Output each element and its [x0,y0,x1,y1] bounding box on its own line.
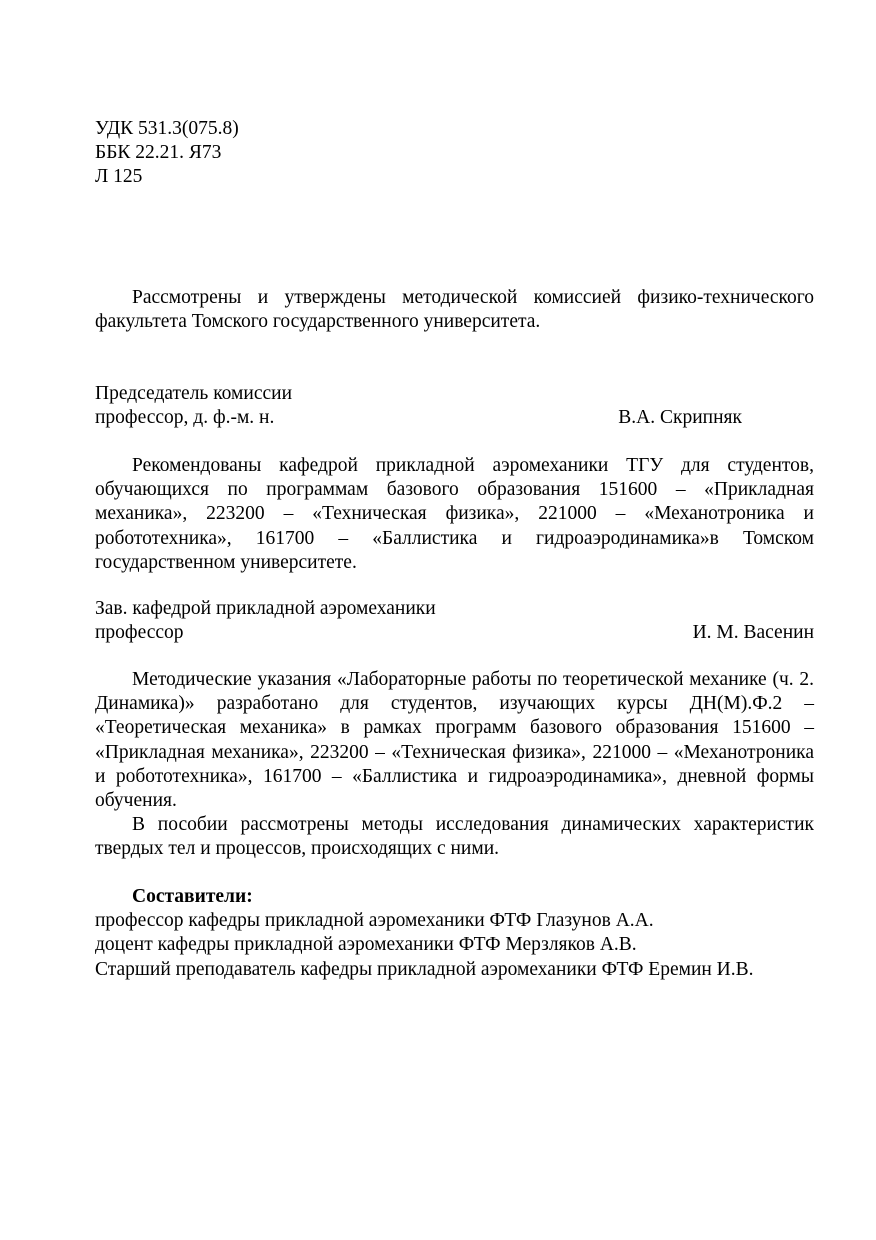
description-section [95,668,814,862]
chair-title: Председатель комиссии [95,383,293,404]
chair-degree: профессор, д. ф.-м. н. [95,407,275,429]
description-paragraph-2: В пособии рассмотрены методы исследования динамических характеристик твердых тел и процессов, происходящих с ними. [95,814,814,860]
approval-section [95,286,814,334]
approval-text: Рассмотрены и утверждены методической комиссией физико-технического факультета Томского государственного университета. [95,287,814,333]
chair-signature [95,382,814,430]
compilers-section [95,885,814,982]
compiler-3: Старший преподаватель кафедры прикладной аэромеханики ФТФ Еремин И.В. [95,958,754,980]
description-paragraph-1: Методические указания «Лабораторные работы по теоретической механике (ч. 2. Динамика)» разработано для студентов, изучающих курсы ДН(М).Ф.2 – «Теоретическая механика» в рамках программ базового образования 151600 – «Прикладная механика», 223200 – «Техническая физика», 221000 – «Механотроника и робототехника», 161700 – «Баллистика и гидроаэродинамика», дневной формы обучения. [95,669,814,812]
compilers-heading: Составители: [132,886,253,907]
head-signature [95,597,814,645]
head-name: И. М. Васенин [692,622,814,644]
bbk-code: ББК 22.21. Я73 [95,142,222,164]
head-degree: профессор [95,622,184,644]
compiler-2: доцент кафедры прикладной аэромеханики ФТФ Мерзляков А.В. [95,934,637,956]
author-mark: Л 125 [95,166,143,188]
recommendation-text: Рекомендованы кафедрой прикладной аэромеханики ТГУ для студентов, обучающихся по программам базового образования 151600 – «Прикладная механика», 223200 – «Техническая физика», 221000 – «Механотроника и робототехника», 161700 – «Баллистика и гидроаэродинамика»в Томском государственном университете. [95,455,814,573]
udk-code: УДК 531.3(075.8) [95,118,239,139]
compiler-1: профессор кафедры прикладной аэромеханики ФТФ Глазунов А.А. [95,910,654,932]
recommendation-section [95,454,814,575]
chair-name: В.А. Скрипняк [618,407,742,429]
head-title: Зав. кафедрой прикладной аэромеханики [95,598,436,619]
classification-codes [95,117,814,190]
